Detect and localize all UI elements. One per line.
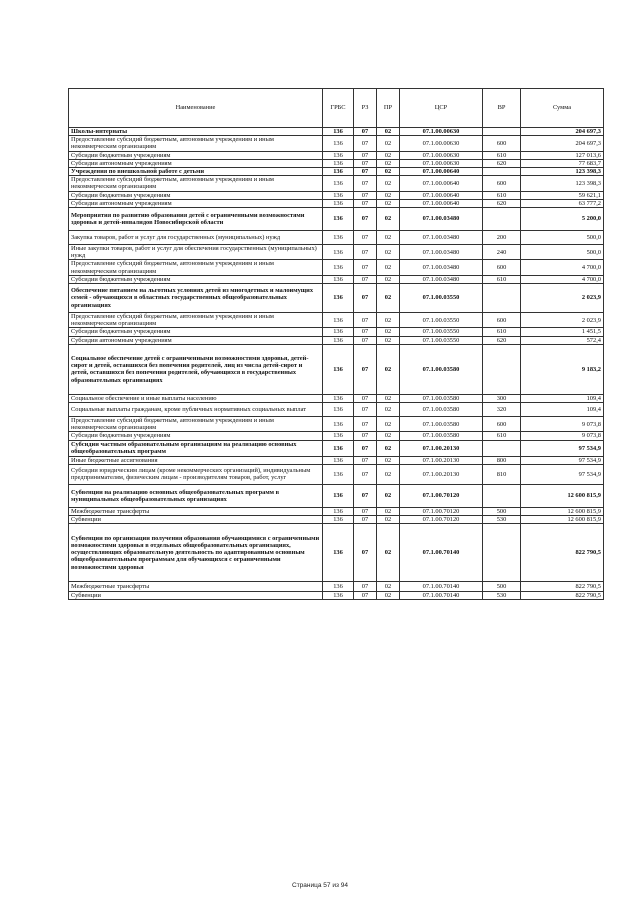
row-pr: 02	[377, 456, 400, 464]
row-vr: 200	[483, 231, 521, 245]
row-name: Субсидии автономным учреждениям	[69, 159, 323, 167]
table-row	[69, 168, 604, 176]
header-grbs: ГРБС	[323, 89, 354, 128]
row-vr: 610	[483, 191, 521, 199]
row-vr: 620	[483, 199, 521, 207]
row-grbs: 136	[323, 524, 354, 582]
row-vr: 300	[483, 394, 521, 402]
row-vr: 500	[483, 507, 521, 515]
row-vr: 610	[483, 328, 521, 336]
row-sum: 127 013,6	[521, 151, 604, 159]
row-rz: 07	[354, 524, 377, 582]
row-csr: 07.1.00.03480	[400, 231, 483, 245]
header-csr: ЦСР	[400, 89, 483, 128]
row-pr: 02	[377, 199, 400, 207]
row-rz: 07	[354, 328, 377, 336]
table-row	[69, 456, 604, 464]
row-vr: 530	[483, 592, 521, 600]
row-grbs: 136	[323, 440, 354, 456]
row-csr: 07.1.00.03550	[400, 284, 483, 313]
row-pr: 02	[377, 260, 400, 275]
table-row	[69, 524, 604, 582]
row-vr: 600	[483, 176, 521, 191]
row-csr: 07.1.00.03550	[400, 313, 483, 328]
row-sum: 12 600 815,9	[521, 507, 604, 515]
row-vr	[483, 344, 521, 394]
row-name: Предоставление субсидий бюджетным, автономным учреждениям и иным некоммерческим организациям	[69, 260, 323, 275]
row-rz: 07	[354, 159, 377, 167]
row-csr: 07.1.00.03580	[400, 403, 483, 417]
row-name: Субвенции	[69, 516, 323, 524]
row-pr: 02	[377, 176, 400, 191]
table-row	[69, 592, 604, 600]
row-rz: 07	[354, 432, 377, 440]
row-name: Субсидии автономным учреждениям	[69, 336, 323, 344]
table-row	[69, 582, 604, 592]
row-vr	[483, 168, 521, 176]
row-vr: 610	[483, 151, 521, 159]
row-rz: 07	[354, 151, 377, 159]
table-row	[69, 484, 604, 507]
row-grbs: 136	[323, 199, 354, 207]
row-vr	[483, 484, 521, 507]
row-grbs: 136	[323, 260, 354, 275]
row-grbs: 136	[323, 245, 354, 260]
row-grbs: 136	[323, 328, 354, 336]
row-grbs: 136	[323, 275, 354, 283]
row-name: Субсидии бюджетным учреждениям	[69, 275, 323, 283]
row-grbs: 136	[323, 159, 354, 167]
row-name: Субвенции по организации получения образования обучающимися с ограниченными возможностями здоровья в отдельных общеобразовательных организациях, осуществляющих образовательную деятельность по адаптированным основным общеобразовательным программам для обучающихся с ограниченными возможностями здоровья	[69, 524, 323, 582]
row-vr: 810	[483, 464, 521, 484]
row-csr: 07.1.00.03550	[400, 328, 483, 336]
row-csr: 07.1.00.00630	[400, 151, 483, 159]
header-pr: ПР	[377, 89, 400, 128]
row-grbs: 136	[323, 417, 354, 432]
table-row	[69, 440, 604, 456]
row-pr: 02	[377, 284, 400, 313]
row-sum: 97 534,9	[521, 456, 604, 464]
row-rz: 07	[354, 208, 377, 231]
table-row	[69, 328, 604, 336]
row-name: Учреждения по внешкольной работе с детьми	[69, 168, 323, 176]
row-rz: 07	[354, 507, 377, 515]
table-row	[69, 516, 604, 524]
row-csr: 07.1.00.00640	[400, 168, 483, 176]
row-name: Предоставление субсидий бюджетным, автономным учреждениям и иным некоммерческим организациям	[69, 176, 323, 191]
row-grbs: 136	[323, 336, 354, 344]
row-pr: 02	[377, 464, 400, 484]
row-sum: 97 534,9	[521, 464, 604, 484]
row-sum: 4 700,0	[521, 275, 604, 283]
row-rz: 07	[354, 440, 377, 456]
row-rz: 07	[354, 592, 377, 600]
row-csr: 07.1.00.03480	[400, 260, 483, 275]
row-rz: 07	[354, 394, 377, 402]
row-rz: 07	[354, 516, 377, 524]
row-name: Межбюджетные трансферты	[69, 582, 323, 592]
row-vr: 600	[483, 260, 521, 275]
row-vr: 530	[483, 516, 521, 524]
row-csr: 07.1.00.70140	[400, 592, 483, 600]
row-grbs: 136	[323, 344, 354, 394]
row-csr: 07.1.00.70120	[400, 484, 483, 507]
row-pr: 02	[377, 151, 400, 159]
row-rz: 07	[354, 191, 377, 199]
row-csr: 07.1.00.00630	[400, 136, 483, 151]
row-name: Социальное обеспечение и иные выплаты населению	[69, 394, 323, 402]
row-name: Субсидии частным образовательным организациям на реализацию основных общеобразовательных программ	[69, 440, 323, 456]
table-row	[69, 432, 604, 440]
row-sum: 1 451,5	[521, 328, 604, 336]
row-name: Социальное обеспечение детей с ограниченными возможностями здоровья, детей-сирот и детей, оставшихся без попечения родителей, лиц из числа детей-сирот и детей, оставшихся без попечения родителей, обучающихся в государственных образовательных организациях	[69, 344, 323, 394]
row-csr: 07.1.00.70140	[400, 524, 483, 582]
table-row	[69, 313, 604, 328]
row-csr: 07.1.00.03580	[400, 394, 483, 402]
row-csr: 07.1.00.20130	[400, 440, 483, 456]
row-rz: 07	[354, 245, 377, 260]
row-grbs: 136	[323, 136, 354, 151]
row-sum: 123 398,3	[521, 168, 604, 176]
row-vr: 600	[483, 313, 521, 328]
row-sum: 822 790,5	[521, 592, 604, 600]
row-grbs: 136	[323, 394, 354, 402]
row-rz: 07	[354, 168, 377, 176]
row-pr: 02	[377, 328, 400, 336]
row-vr	[483, 440, 521, 456]
row-sum: 63 777,2	[521, 199, 604, 207]
row-grbs: 136	[323, 432, 354, 440]
row-rz: 07	[354, 582, 377, 592]
row-name: Субвенции на реализацию основных общеобразовательных программ в муниципальных общеобразовательных организациях	[69, 484, 323, 507]
row-sum: 77 683,7	[521, 159, 604, 167]
table-row	[69, 176, 604, 191]
table-row	[69, 417, 604, 432]
row-sum: 500,0	[521, 231, 604, 245]
row-pr: 02	[377, 516, 400, 524]
row-sum: 9 183,2	[521, 344, 604, 394]
row-rz: 07	[354, 403, 377, 417]
table-row	[69, 507, 604, 515]
row-vr: 620	[483, 159, 521, 167]
row-grbs: 136	[323, 507, 354, 515]
row-pr: 02	[377, 275, 400, 283]
table-row	[69, 344, 604, 394]
table-row	[69, 245, 604, 260]
header-vr: ВР	[483, 89, 521, 128]
row-rz: 07	[354, 417, 377, 432]
row-csr: 07.1.00.70140	[400, 582, 483, 592]
row-vr: 620	[483, 336, 521, 344]
row-csr: 07.1.00.03550	[400, 336, 483, 344]
row-vr: 800	[483, 456, 521, 464]
row-vr	[483, 128, 521, 136]
row-pr: 02	[377, 168, 400, 176]
row-rz: 07	[354, 456, 377, 464]
row-csr: 07.1.00.00640	[400, 191, 483, 199]
row-vr: 320	[483, 403, 521, 417]
row-grbs: 136	[323, 464, 354, 484]
row-sum: 59 621,1	[521, 191, 604, 199]
row-csr: 07.1.00.03580	[400, 432, 483, 440]
row-rz: 07	[354, 176, 377, 191]
row-name: Субсидии бюджетным учреждениям	[69, 191, 323, 199]
budget-table	[68, 88, 604, 600]
row-vr	[483, 284, 521, 313]
row-csr: 07.1.00.00630	[400, 128, 483, 136]
row-grbs: 136	[323, 592, 354, 600]
row-rz: 07	[354, 231, 377, 245]
row-pr: 02	[377, 191, 400, 199]
row-name: Субсидии бюджетным учреждениям	[69, 328, 323, 336]
table-row	[69, 136, 604, 151]
row-name: Субсидии бюджетным учреждениям	[69, 151, 323, 159]
row-rz: 07	[354, 336, 377, 344]
row-rz: 07	[354, 199, 377, 207]
header-sum: Сумма	[521, 89, 604, 128]
row-name: Обеспечение питанием на льготных условиях детей из многодетных и малоимущих семей - обучающихся в областных государственных общеобразовательных организациях	[69, 284, 323, 313]
header-name: Наименование	[69, 89, 323, 128]
table-row	[69, 159, 604, 167]
row-vr: 500	[483, 582, 521, 592]
row-sum: 822 790,5	[521, 524, 604, 582]
row-pr: 02	[377, 159, 400, 167]
row-grbs: 136	[323, 284, 354, 313]
table-row	[69, 151, 604, 159]
row-grbs: 136	[323, 208, 354, 231]
row-grbs: 136	[323, 128, 354, 136]
row-vr: 600	[483, 136, 521, 151]
row-csr: 07.1.00.03480	[400, 208, 483, 231]
row-name: Предоставление субсидий бюджетным, автономным учреждениям и иным некоммерческим организациям	[69, 136, 323, 151]
row-grbs: 136	[323, 403, 354, 417]
row-grbs: 136	[323, 484, 354, 507]
row-name: Иные закупки товаров, работ и услуг для обеспечения государственных (муниципальных) нужд	[69, 245, 323, 260]
row-pr: 02	[377, 582, 400, 592]
row-name: Субсидии автономным учреждениям	[69, 199, 323, 207]
row-sum: 572,4	[521, 336, 604, 344]
row-grbs: 136	[323, 176, 354, 191]
row-sum: 4 700,0	[521, 260, 604, 275]
row-sum: 2 023,9	[521, 313, 604, 328]
row-name: Межбюджетные трансферты	[69, 507, 323, 515]
row-rz: 07	[354, 275, 377, 283]
row-csr: 07.1.00.00640	[400, 176, 483, 191]
row-name: Мероприятия по развитию образования детей с ограниченными возможностями здоровья и детей-инвалидов Новосибирской области	[69, 208, 323, 231]
row-pr: 02	[377, 440, 400, 456]
row-sum: 204 697,3	[521, 136, 604, 151]
table-header-row	[69, 89, 604, 128]
row-sum: 500,0	[521, 245, 604, 260]
row-csr: 07.1.00.70120	[400, 507, 483, 515]
row-name: Социальные выплаты гражданам, кроме публичных нормативных социальных выплат	[69, 403, 323, 417]
row-grbs: 136	[323, 191, 354, 199]
row-sum: 12 600 815,9	[521, 484, 604, 507]
row-pr: 02	[377, 136, 400, 151]
row-name: Предоставление субсидий бюджетным, автономным учреждениям и иным некоммерческим организациям	[69, 417, 323, 432]
row-pr: 02	[377, 507, 400, 515]
row-grbs: 136	[323, 168, 354, 176]
table-row	[69, 336, 604, 344]
row-vr: 610	[483, 432, 521, 440]
row-vr	[483, 208, 521, 231]
row-grbs: 136	[323, 456, 354, 464]
row-vr: 240	[483, 245, 521, 260]
table-row	[69, 403, 604, 417]
row-csr: 07.1.00.70120	[400, 516, 483, 524]
row-pr: 02	[377, 208, 400, 231]
row-sum: 9 073,8	[521, 417, 604, 432]
row-sum: 9 073,8	[521, 432, 604, 440]
row-name: Школы-интернаты	[69, 128, 323, 136]
table-row	[69, 275, 604, 283]
row-grbs: 136	[323, 151, 354, 159]
row-grbs: 136	[323, 231, 354, 245]
row-name: Закупка товаров, работ и услуг для государственных (муниципальных) нужд	[69, 231, 323, 245]
row-csr: 07.1.00.00630	[400, 159, 483, 167]
row-rz: 07	[354, 313, 377, 328]
header-rz: РЗ	[354, 89, 377, 128]
row-pr: 02	[377, 245, 400, 260]
row-csr: 07.1.00.03580	[400, 417, 483, 432]
row-rz: 07	[354, 284, 377, 313]
row-vr: 610	[483, 275, 521, 283]
table-row	[69, 464, 604, 484]
row-csr: 07.1.00.20130	[400, 456, 483, 464]
row-grbs: 136	[323, 313, 354, 328]
row-rz: 07	[354, 260, 377, 275]
row-pr: 02	[377, 344, 400, 394]
row-pr: 02	[377, 313, 400, 328]
row-sum: 2 023,9	[521, 284, 604, 313]
row-name: Субсидии бюджетным учреждениям	[69, 432, 323, 440]
table-row	[69, 191, 604, 199]
row-csr: 07.1.00.03480	[400, 275, 483, 283]
row-sum: 822 790,5	[521, 582, 604, 592]
table-body	[69, 128, 604, 600]
row-sum: 109,4	[521, 403, 604, 417]
row-pr: 02	[377, 484, 400, 507]
row-pr: 02	[377, 592, 400, 600]
row-sum: 109,4	[521, 394, 604, 402]
row-pr: 02	[377, 231, 400, 245]
table-row	[69, 260, 604, 275]
row-pr: 02	[377, 403, 400, 417]
row-pr: 02	[377, 128, 400, 136]
row-name: Субвенции	[69, 592, 323, 600]
row-sum: 97 534,9	[521, 440, 604, 456]
page-number: Страница 57 из 94	[292, 882, 348, 889]
row-pr: 02	[377, 524, 400, 582]
row-name: Иные бюджетные ассигнования	[69, 456, 323, 464]
row-pr: 02	[377, 432, 400, 440]
row-sum: 12 600 815,9	[521, 516, 604, 524]
row-vr: 600	[483, 417, 521, 432]
row-grbs: 136	[323, 516, 354, 524]
row-grbs: 136	[323, 582, 354, 592]
table-row	[69, 284, 604, 313]
row-csr: 07.1.00.00640	[400, 199, 483, 207]
row-csr: 07.1.00.20130	[400, 464, 483, 484]
table-row	[69, 208, 604, 231]
budget-table-sheet	[68, 88, 603, 600]
row-rz: 07	[354, 464, 377, 484]
row-rz: 07	[354, 344, 377, 394]
row-rz: 07	[354, 128, 377, 136]
row-pr: 02	[377, 417, 400, 432]
row-rz: 07	[354, 484, 377, 507]
table-row	[69, 231, 604, 245]
table-row	[69, 128, 604, 136]
row-name: Субсидии юридическим лицам (кроме некоммерческих организаций), индивидуальным предпринимателям, физическим лицам - производителям товаров, работ, услуг	[69, 464, 323, 484]
row-pr: 02	[377, 394, 400, 402]
row-csr: 07.1.00.03580	[400, 344, 483, 394]
row-sum: 204 697,3	[521, 128, 604, 136]
table-row	[69, 199, 604, 207]
row-vr	[483, 524, 521, 582]
row-pr: 02	[377, 336, 400, 344]
row-sum: 123 398,3	[521, 176, 604, 191]
row-sum: 5 200,0	[521, 208, 604, 231]
row-name: Предоставление субсидий бюджетным, автономным учреждениям и иным некоммерческим организациям	[69, 313, 323, 328]
table-row	[69, 394, 604, 402]
row-csr: 07.1.00.03480	[400, 245, 483, 260]
row-rz: 07	[354, 136, 377, 151]
